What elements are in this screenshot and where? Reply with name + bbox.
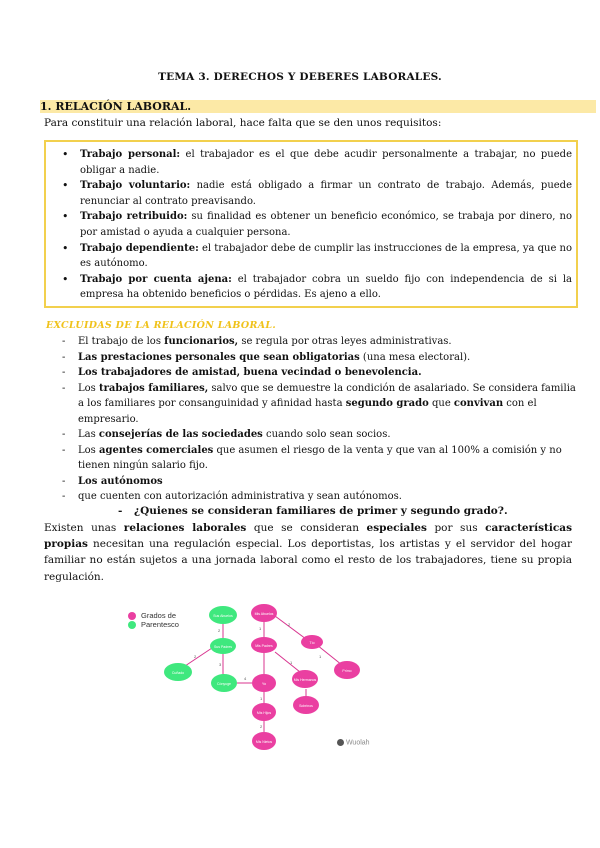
- edge-mis-abuelos-tio: [275, 616, 306, 639]
- degree-label: 4: [244, 676, 247, 681]
- requirement-term: Trabajo retribuido:: [80, 211, 188, 223]
- requirement-item: [58, 147, 572, 178]
- paragraph-text: necesitan una regulación especial. Los deportistas, los artistas y el servidor del hogar familiar no están sujetos a una jornada laboral como el resto de los trabajadores, tiene su propia regulación.: [44, 538, 572, 583]
- requirement-text: el trabajador cobra un sueldo fijo con independencia de si la empresa ha obtenido beneficios o pérdidas. Es ajeno a ello.: [80, 273, 572, 301]
- exclusion-text: salvo que se demuestre la condición de asalariado. Se considera familia a los familiares por consanguinidad y afinidad hasta: [78, 382, 576, 409]
- degree-label: 2: [260, 724, 263, 729]
- section-heading: 1. RELACIÓN LABORAL.: [40, 100, 192, 113]
- requirement-item: [58, 272, 572, 303]
- legend-green-dot: [128, 621, 136, 629]
- node-primo: [334, 661, 360, 679]
- exclusion-text: que cuenten con autorización administrativa y sean autónomos.: [78, 491, 402, 502]
- paragraph-text: por sus: [426, 522, 486, 534]
- node-label: Mis Padres: [255, 644, 273, 648]
- exclusion-text: que asumen el riesgo de la venta y que van al 100% a comisión y no tienen ningún salario fijo.: [78, 444, 562, 471]
- node-cunado: [164, 663, 192, 681]
- node-label: Yo: [261, 682, 267, 686]
- edge-mis-padres-hermanos: [275, 652, 300, 672]
- exclusion-text: se regula por otras leyes administrativas.: [238, 336, 452, 347]
- intro-text: Para constituir una relación laboral, hace falta que se den unos requisitos:: [44, 117, 442, 129]
- node-yo: [252, 674, 276, 692]
- question-heading: [118, 505, 508, 517]
- requirements-list: [58, 147, 572, 303]
- node-mis-hermanos: [292, 670, 318, 688]
- node-sobrinos: [293, 696, 319, 714]
- exclusion-item: [62, 365, 578, 381]
- degree-label: 1: [290, 660, 293, 665]
- requirement-term: Trabajo personal:: [80, 149, 181, 160]
- exclusion-text: Las prestaciones personales que sean obligatorias: [78, 351, 360, 363]
- requirement-item: [58, 241, 572, 272]
- requirement-item: [58, 209, 572, 240]
- requirement-term: Trabajo dependiente:: [80, 242, 199, 254]
- exclusion-text: Los: [78, 382, 99, 394]
- node-label: Sus Abuelos: [213, 614, 233, 618]
- legend-title-line2: Parentesco: [141, 620, 179, 629]
- exclusion-text: con el empresario.: [78, 398, 537, 425]
- node-label: Mis Abuelos: [254, 612, 274, 616]
- paragraph-text: características propias: [44, 522, 572, 551]
- node-sus-padres: [210, 638, 236, 654]
- requirement-text: el trabajador debe de cumplir las instrucciones de la empresa, ya que no es autónomo.: [80, 242, 573, 270]
- requirement-term: Trabajo por cuenta ajena:: [80, 273, 232, 285]
- exclusion-text: segundo grado: [345, 398, 429, 409]
- exclusion-item: [62, 334, 578, 350]
- legend-title-line1: Grados de: [141, 611, 177, 620]
- exclusions-heading: EXCLUIDAS DE LA RELACIÓN LABORAL.: [46, 320, 276, 331]
- legend-pink-dot: [128, 612, 136, 620]
- exclusion-text: trabajos familiares,: [98, 382, 209, 394]
- node-label: Mis Nietos: [255, 740, 273, 744]
- exclusions-list: [62, 334, 578, 505]
- degree-label: 1: [319, 654, 322, 659]
- node-label: Cuñado: [171, 671, 185, 675]
- exclusion-item: [62, 350, 578, 366]
- paragraph-text: especiales: [366, 522, 427, 534]
- exclusion-text: convivan: [453, 398, 504, 409]
- node-sus-abuelos: [209, 606, 237, 624]
- wuolah-logo: [337, 739, 370, 746]
- special-relations-paragraph: [44, 520, 572, 585]
- requirement-text: su finalidad es obtener un beneficio económico, se trabaja por dinero, no por amistad o ayuda a cualquier persona.: [80, 211, 572, 238]
- page-title: TEMA 3. DERECHOS Y DEBERES LABORALES.: [158, 71, 442, 83]
- requirement-item: [58, 178, 572, 209]
- node-label: Primo: [342, 669, 352, 673]
- exclusion-text: Los autónomos: [78, 475, 163, 487]
- logo-icon: [337, 739, 344, 746]
- exclusion-item: [62, 427, 578, 443]
- question-dash: -: [118, 505, 123, 517]
- exclusion-text: funcionarios,: [164, 336, 239, 347]
- kinship-diagram: [120, 600, 390, 756]
- exclusion-text: que: [428, 398, 454, 409]
- exclusion-item: [62, 489, 578, 505]
- exclusion-text: cuando solo sean socios.: [262, 429, 391, 440]
- node-label: Mis Hermanos: [293, 678, 317, 682]
- exclusion-text: consejerías de las sociedades: [98, 429, 263, 440]
- question-text: ¿Quienes se consideran familiares de primer y segundo grado?.: [134, 505, 508, 517]
- logo-text: Wuolah: [345, 739, 370, 747]
- degree-label: 3: [219, 662, 222, 667]
- exclusion-text: El trabajo de los: [78, 336, 165, 347]
- exclusion-text: Los trabajadores de amistad, buena vecindad o benevolencia.: [78, 367, 422, 378]
- degree-label: 1: [260, 696, 263, 701]
- requirement-text: nadie está obligado a firmar un contrato de trabajo. Además, puede renunciar al contrato preavisando.: [80, 180, 572, 207]
- node-label: Cónyuge: [216, 682, 232, 686]
- node-tio: [301, 635, 323, 649]
- diagram-legend: [128, 611, 179, 629]
- node-label: Sobrinos: [299, 704, 313, 708]
- node-mis-padres: [251, 637, 277, 653]
- exclusion-text: agentes comerciales: [98, 444, 214, 456]
- degree-label: 2: [194, 654, 197, 659]
- exclusion-item: [62, 381, 578, 428]
- requirement-term: Trabajo voluntario:: [80, 180, 191, 192]
- paragraph-text: Existen unas: [44, 522, 124, 534]
- node-label: Tío: [309, 641, 315, 645]
- exclusion-item: [62, 443, 578, 474]
- exclusion-item: [62, 474, 578, 490]
- node-conyuge: [211, 674, 237, 692]
- exclusion-text: Los: [78, 444, 99, 456]
- requirement-text: el trabajador es el que debe acudir personalmente a trabajar, no puede obligar a nadie.: [80, 149, 572, 176]
- node-mis-abuelos: [251, 604, 277, 622]
- degree-label: 2: [288, 622, 291, 627]
- exclusion-text: (una mesa electoral).: [359, 351, 471, 363]
- node-mis-nietos: [252, 732, 276, 750]
- node-label: Mis Hijos: [256, 711, 272, 715]
- paragraph-text: que se consideran: [246, 522, 367, 534]
- node-mis-hijos: [252, 703, 276, 721]
- degree-label: 2: [218, 628, 221, 633]
- exclusion-text: Las: [78, 429, 99, 440]
- degree-label: 1: [259, 626, 262, 631]
- paragraph-text: relaciones laborales: [123, 522, 247, 534]
- node-label: Sus Padres: [213, 645, 233, 649]
